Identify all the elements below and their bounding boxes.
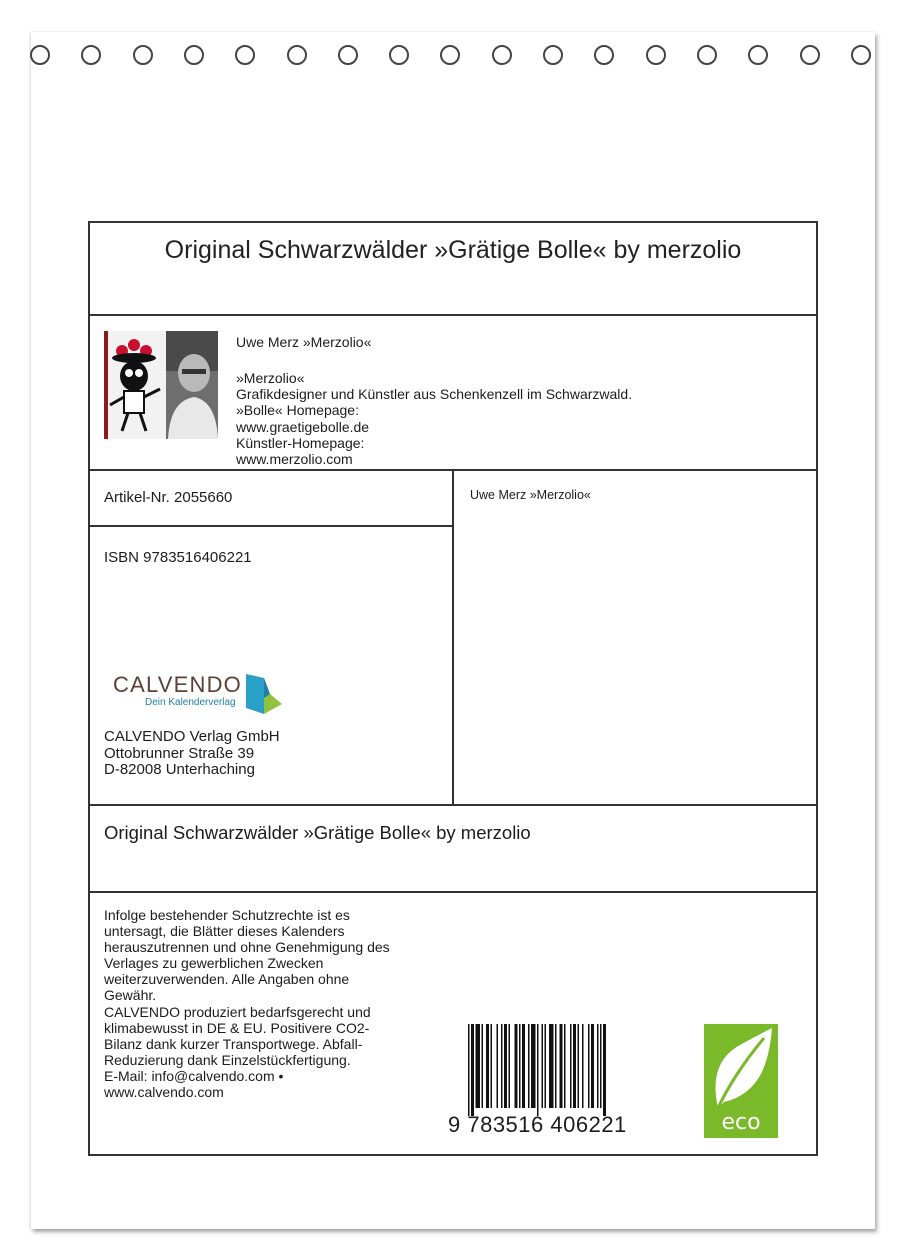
eco-badge [704,1024,778,1138]
barcode-bar [573,1024,576,1108]
barcode-bar [528,1024,530,1108]
spiral-hole-icon [492,45,512,65]
barcode-bar [600,1024,602,1108]
legal-notice [104,907,390,1100]
spiral-binding [30,45,890,75]
divider [88,314,818,316]
logo-tagline: Dein Kalenderverlag [145,697,236,708]
spiral-hole-icon [697,45,717,65]
barcode-bar [486,1024,489,1108]
legal-line: herauszutrennen und ohne Genehmigung des [104,939,390,956]
barcode-bar [570,1024,572,1108]
legal-line: Infolge bestehender Schutzrechte ist es [104,907,350,923]
legal-line: weiterzuverwenden. Alle Angaben ohne [104,971,350,988]
barcode-bar [555,1024,557,1108]
spiral-hole-icon [800,45,820,65]
barcode-bar [578,1024,580,1108]
barcode [448,1024,658,1142]
barcode-bar [501,1024,503,1108]
legal-line: Bilanz dank kurzer Transportwege. Abfall- [104,1035,363,1052]
legal-line: untersagt, die Blätter dieses Kalenders [104,923,345,940]
barcode-bar [542,1024,544,1108]
bottom-title: Original Schwarzwälder »Grätige Bolle« by merzolio [104,822,531,843]
legal-line: CALVENDO produziert bedarfsgerecht und [104,1003,371,1020]
bio-link: www.graetigebolle.de [236,418,370,435]
barcode-bar [497,1024,499,1108]
barcode-bar [591,1024,594,1108]
barcode-bar [491,1024,493,1108]
publisher-line: CALVENDO Verlag GmbH [104,728,280,745]
barcode-bar [560,1024,563,1108]
divider [88,525,454,527]
divider [88,891,818,893]
isbn: ISBN 9783516406221 [104,549,252,566]
author-name: Uwe Merz »Merzolio« [236,334,372,350]
publisher-line: Ottobrunner Straße 39 [104,744,255,762]
legal-line: www.calvendo.com [104,1084,224,1101]
barcode-bar [504,1024,507,1108]
author-portrait-image [104,331,218,439]
barcode-bar [531,1024,536,1108]
spiral-hole-icon [646,45,666,65]
barcode-bar [509,1024,511,1108]
bio-line: »Bolle« Homepage: [236,402,359,419]
barcode-bar [545,1024,547,1108]
barcode-bar [582,1024,584,1108]
spiral-hole-icon [30,45,50,65]
barcode-bar [468,1024,470,1116]
logo-mark-icon [246,674,284,714]
spiral-hole-icon [287,45,307,65]
bio-link: www.merzolio.com [236,451,353,468]
spiral-hole-icon [184,45,204,65]
barcode-bar [564,1024,566,1108]
barcode-bar [522,1024,525,1108]
leaf-icon [704,1024,778,1114]
legal-line: Reduzierung dank Einzelstückfertigung. [104,1051,351,1068]
logo-wordmark: CALVENDO [113,672,242,697]
barcode-bar [603,1024,606,1116]
spiral-hole-icon [851,45,871,65]
author-bio [236,370,632,467]
spiral-hole-icon [543,45,563,65]
eco-label: eco [721,1110,761,1135]
bio-line: »Merzolio« [236,370,305,386]
barcode-bar [482,1024,484,1108]
spiral-hole-icon [594,45,614,65]
spiral-hole-icon [440,45,460,65]
calendar-title: Original Schwarzwälder »Grätige Bolle« by merzolio [164,236,742,264]
publisher-line: D-82008 Unterhaching [104,761,255,778]
barcode-bar [476,1024,481,1108]
legal-line: klimabewusst in DE & EU. Positivere CO2- [104,1019,370,1036]
barcode-digits: 9 783516 406221 [448,1112,627,1137]
legal-line: E-Mail: info@calvendo.com • [104,1067,284,1084]
spiral-hole-icon [338,45,358,65]
side-author-name: Uwe Merz »Merzolio« [470,488,591,502]
barcode-bar [519,1024,521,1108]
barcode-bar [537,1024,539,1116]
barcode-bar [597,1024,599,1108]
bio-line: Künstler-Homepage: [236,434,365,451]
publisher-address [104,729,280,779]
barcode-bar [471,1024,474,1116]
barcode-bar [549,1024,554,1108]
spiral-hole-icon [81,45,101,65]
barcode-bar [515,1024,518,1108]
calvendo-logo-icon [113,672,285,716]
spiral-hole-icon [389,45,409,65]
article-number: Artikel-Nr. 2055660 [104,489,233,506]
legal-line: Gewähr. [104,987,157,1004]
spiral-hole-icon [133,45,153,65]
bio-line: Grafikdesigner und Künstler aus Schenkenzell im Schwarzwald. [236,386,633,403]
spiral-hole-icon [235,45,255,65]
spiral-hole-icon [748,45,768,65]
legal-line: Verlages zu gewerblichen Zwecken [104,955,324,972]
barcode-bar [588,1024,590,1108]
barcode-bars [448,1024,658,1116]
divider [452,469,454,806]
